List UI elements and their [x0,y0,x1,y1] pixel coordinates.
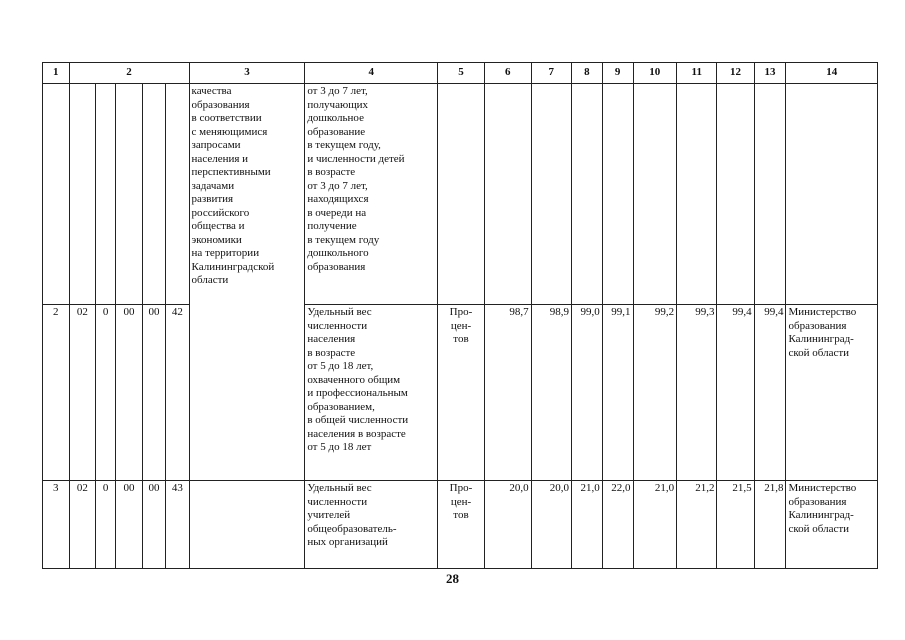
header-cell-9: 9 [602,63,633,84]
value-cell: 98,9 [531,305,571,481]
header-cell-13: 13 [754,63,786,84]
header-cell-2: 2 [69,63,189,84]
value-cell: 99,2 [633,305,677,481]
responsible-text: Министерство образования Калининград- ской области [788,306,857,359]
indicator-name-cell [305,84,438,305]
page-number: 28 [446,571,459,586]
value-cell: 21,0 [571,481,602,569]
code-cell: 02 [69,305,96,481]
cell-empty [142,84,165,305]
responsible-cell [786,305,878,481]
cell-empty [677,84,717,305]
cell-empty [189,481,305,569]
unit-cell [438,305,485,481]
cell-empty [602,84,633,305]
unit-text: Про- цен- тов [449,306,473,345]
code-cell: 42 [166,305,189,481]
code-cell: 0 [96,305,116,481]
value-cell: 99,3 [677,305,717,481]
value-cell: 21,2 [677,481,717,569]
header-cell-3: 3 [189,63,305,84]
cell-empty [166,84,189,305]
header-cell-8: 8 [571,63,602,84]
indicator-name-text: Удельный вес численности учителей общеобразователь- ных организаций [307,482,397,548]
cell-empty [754,84,786,305]
value-cell: 99,4 [754,305,786,481]
cell-empty [571,84,602,305]
unit-text: Про- цен- тов [449,482,473,521]
cell-empty [43,84,70,305]
responsible-text: Министерство образования Калининград- ской области [788,482,857,535]
cell-empty [438,84,485,305]
value-cell: 99,0 [571,305,602,481]
header-cell-5: 5 [438,63,485,84]
table-row [43,305,878,481]
code-cell: 0 [96,481,116,569]
code-cell: 00 [142,481,165,569]
header-cell-7: 7 [531,63,571,84]
code-cell: 00 [142,305,165,481]
code-cell: 00 [116,305,143,481]
value-cell: 21,8 [754,481,786,569]
row-number: 2 [43,305,70,481]
table-row [43,84,878,305]
value-cell: 22,0 [602,481,633,569]
header-cell-11: 11 [677,63,717,84]
indicators-table [42,62,878,569]
value-cell: 21,5 [717,481,754,569]
cell-empty [69,84,96,305]
header-cell-10: 10 [633,63,677,84]
header-cell-14: 14 [786,63,878,84]
value-cell: 21,0 [633,481,677,569]
code-cell: 00 [116,481,143,569]
value-cell: 20,0 [484,481,531,569]
cell-empty [786,84,878,305]
value-cell: 99,1 [602,305,633,481]
responsible-cell [786,481,878,569]
value-cell: 99,4 [717,305,754,481]
cell-empty [484,84,531,305]
cell-empty [633,84,677,305]
header-row [43,63,878,84]
cell-empty [717,84,754,305]
code-cell: 02 [69,481,96,569]
indicator-name-cell [305,481,438,569]
header-cell-1: 1 [43,63,70,84]
row-number: 3 [43,481,70,569]
program-goal-text: качества образования в соответствии с меняющимися запросами населения и перспективными задачами развития российского общества и экономики на территории Калининградской области [191,85,275,286]
cell-empty [116,84,143,305]
table-row [43,481,878,569]
indicator-name-text: Удельный вес численности населения в возрасте от 5 до 18 лет, охваченного общим и профессиональным образованием, в общей численности населения в возрасте от 5 до 18 лет [307,306,409,453]
header-cell-4: 4 [305,63,438,84]
cell-empty [96,84,116,305]
value-cell: 20,0 [531,481,571,569]
header-cell-6: 6 [484,63,531,84]
unit-cell [438,481,485,569]
indicator-name-text: от 3 до 7 лет, получающих дошкольное образование в текущем году, и численности детей в возрасте от 3 до 7 лет, находящихся в очереди на получение в текущем году дошкольного образования [307,85,405,273]
cell-empty [531,84,571,305]
program-goal-cell [189,84,305,481]
code-cell: 43 [166,481,189,569]
value-cell: 98,7 [484,305,531,481]
header-cell-12: 12 [717,63,754,84]
indicator-name-cell [305,305,438,481]
